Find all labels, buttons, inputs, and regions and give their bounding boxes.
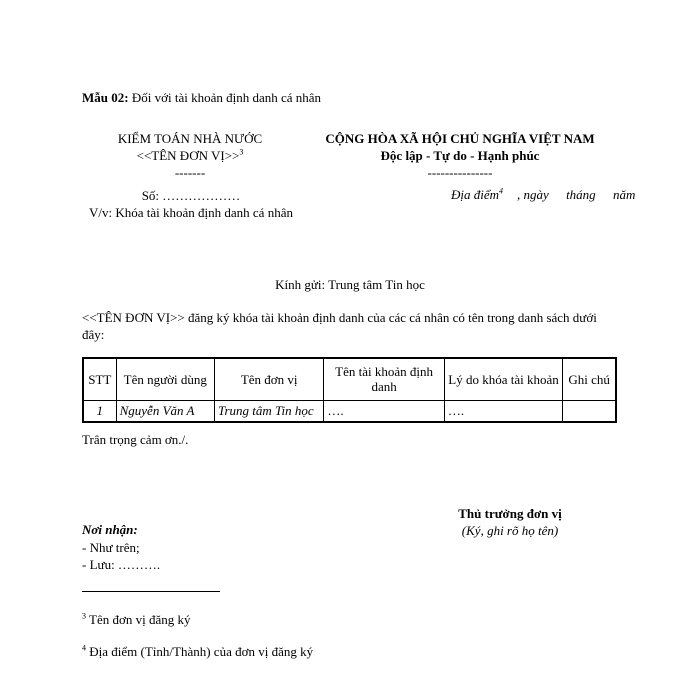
header-lock-reason: Lý do khóa tài khoản xyxy=(444,358,562,400)
organization-name: KIỂM TOÁN NHÀ NƯỚC xyxy=(117,131,263,146)
header-stt: STT xyxy=(83,358,116,400)
signature-note: (Ký, ghi rõ họ tên) xyxy=(461,523,559,538)
document-number-block xyxy=(82,187,300,221)
receiver-item: - Như trên; xyxy=(82,540,140,555)
year-label: năm xyxy=(612,187,636,202)
footnote-divider xyxy=(82,591,220,592)
place: Địa điểm xyxy=(451,187,500,202)
cell-account-name: …. xyxy=(324,400,444,422)
organization-block xyxy=(95,130,285,181)
closing-thanks: Trân trọng cảm ơn./. xyxy=(82,432,189,447)
footnote-text: Tên đơn vị đăng ký xyxy=(89,612,191,627)
header-account-name: Tên tài khoản định danh xyxy=(324,358,444,400)
table-row xyxy=(83,400,616,422)
receiver-item: - Lưu: ………. xyxy=(82,557,161,572)
header-unit-name: Tên đơn vị xyxy=(214,358,323,400)
receivers-title: Nơi nhận: xyxy=(82,522,138,537)
table-header-row xyxy=(83,358,616,400)
footnote-text: Địa điểm (Tỉnh/Thành) của đơn vị đăng ký xyxy=(89,644,314,659)
cell-note xyxy=(563,400,616,422)
footnote-ref-4: 4 xyxy=(499,186,504,196)
cell-stt: 1 xyxy=(83,400,116,422)
cell-user-name: Nguyễn Văn A xyxy=(116,400,214,422)
footnote-number: 4 xyxy=(82,643,86,653)
intro-paragraph: <<TÊN ĐƠN VỊ>> đăng ký khóa tài khoản định danh của các cá nhân có tên trong danh sách dưới đây: xyxy=(82,310,597,342)
place-text xyxy=(437,187,549,202)
document-subject: V/v: Khóa tài khoản định danh cá nhân xyxy=(89,205,293,220)
national-heading xyxy=(305,130,615,181)
national-motto: Độc lập - Tự do - Hạnh phúc xyxy=(380,148,540,163)
national-rule: --------------- xyxy=(427,165,493,180)
cell-lock-reason: …. xyxy=(444,400,562,422)
signature-title: Thủ trưởng đơn vị xyxy=(458,506,562,521)
form-label: Mẫu 02: xyxy=(82,90,129,105)
day-label: , ngày xyxy=(517,187,549,202)
recipient-line: Kính gửi: Trung tâm Tin học xyxy=(275,277,425,292)
footnote-number: 3 xyxy=(82,611,86,621)
national-title: CỘNG HÒA XÃ HỘI CHỦ NGHĨA VIỆT NAM xyxy=(325,131,595,146)
form-title xyxy=(82,90,321,106)
form-title-text: Đối với tài khoản định danh cá nhân xyxy=(131,90,322,105)
header-note: Ghi chú xyxy=(563,358,616,400)
date-line xyxy=(437,187,635,203)
unit-name-line xyxy=(95,147,285,164)
cell-unit-name: Trung tâm Tin học xyxy=(214,400,323,422)
unit-name: <<TÊN ĐƠN VỊ>> xyxy=(136,148,240,163)
account-table xyxy=(82,357,617,423)
footnote-4 xyxy=(82,644,313,660)
footnote-ref-3: 3 xyxy=(239,147,244,157)
month-label: tháng xyxy=(566,187,596,202)
document-number: Số: ……………… xyxy=(141,188,241,203)
footnote-3 xyxy=(82,612,190,628)
org-rule: ------- xyxy=(174,165,206,180)
header-user-name: Tên người dùng xyxy=(116,358,214,400)
